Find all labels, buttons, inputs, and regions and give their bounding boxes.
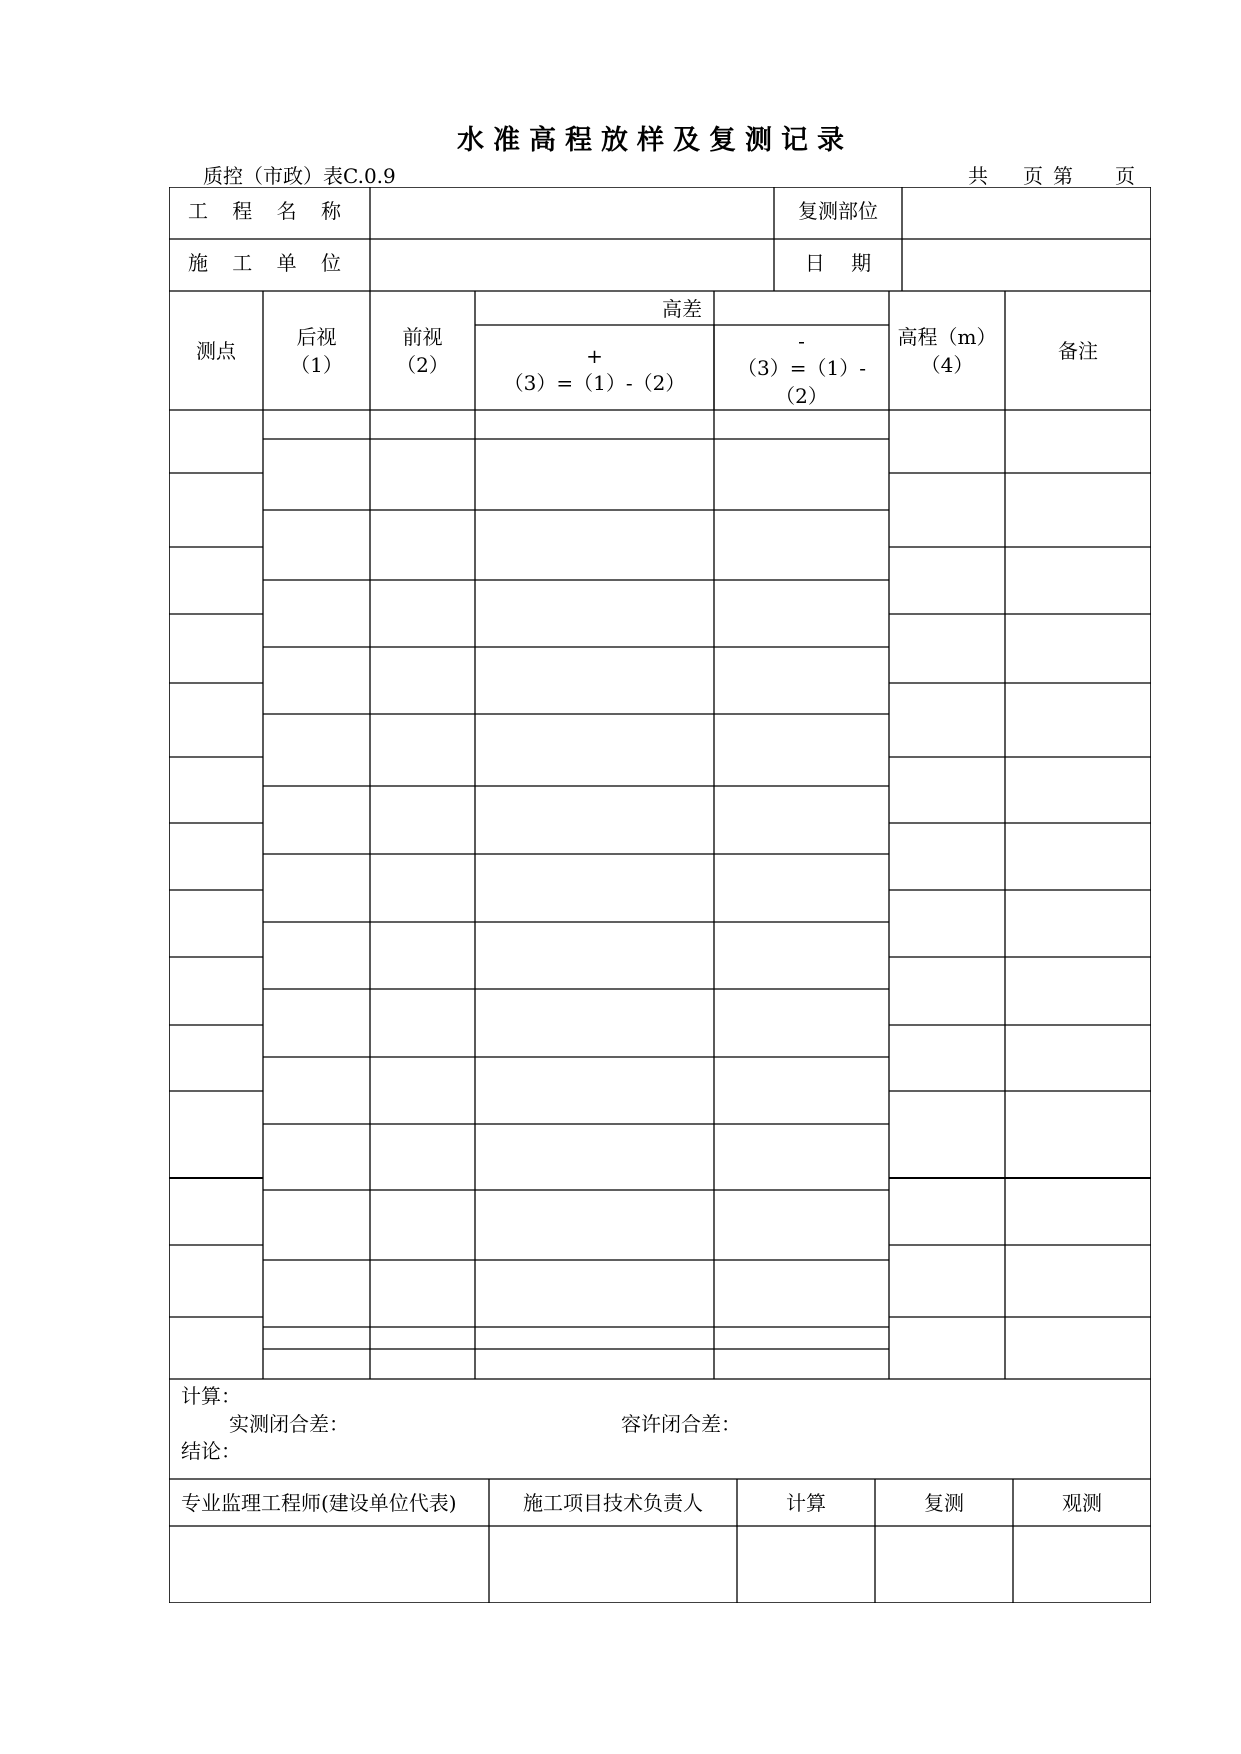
col-plus-formula: （3）=（1）-（2） — [503, 371, 686, 395]
col-elevation: 高程（m） — [897, 325, 997, 349]
col-plus-sign: + — [586, 344, 603, 368]
sig-tech-lead: 施工项目技术负责人 — [523, 1491, 703, 1515]
sig-recheck: 复测 — [924, 1491, 964, 1515]
project-name-label: 工 程 名 称 — [187, 199, 351, 223]
page-title: 水准高程放样及复测记录 — [457, 125, 853, 156]
page-current-label: 第 — [1053, 164, 1073, 188]
page-unit2-label: 页 — [1115, 164, 1135, 188]
construction-unit-label: 施 工 单 位 — [187, 251, 351, 275]
sig-observation: 观测 — [1062, 1491, 1102, 1515]
calc-label: 计算： — [181, 1384, 241, 1408]
sig-supervisor: 专业监理工程师(建设单位代表) — [181, 1491, 457, 1515]
measured-closure-label: 实测闭合差： — [229, 1412, 349, 1436]
form-grid — [169, 187, 1151, 1603]
sig-calculation: 计算 — [786, 1491, 826, 1515]
date-label: 日 期 — [804, 251, 872, 275]
col-minus-sign: - — [798, 329, 805, 353]
col-foresight-no: （2） — [396, 353, 449, 377]
record-form — [169, 187, 1151, 1603]
col-foresight: 前视 — [402, 325, 443, 349]
col-elevation-no: （4） — [920, 353, 974, 377]
col-backsight-no: （1） — [290, 353, 343, 377]
page-unit-label: 页 — [1023, 164, 1043, 188]
page-total-label: 共 — [968, 164, 988, 188]
form-number: 质控（市政）表C.0.9 — [203, 164, 396, 188]
conclusion-label: 结论： — [181, 1439, 241, 1463]
col-remarks: 备注 — [1058, 339, 1098, 363]
col-minus-formula-2: （2） — [775, 384, 828, 408]
allowed-closure-label: 容许闭合差： — [621, 1412, 741, 1436]
col-minus-formula-1: （3）=（1）- — [737, 356, 866, 380]
col-height-diff: 高差 — [662, 297, 702, 321]
retest-part-label: 复测部位 — [798, 199, 878, 223]
col-station: 测点 — [196, 339, 236, 363]
col-backsight: 后视 — [296, 325, 337, 349]
